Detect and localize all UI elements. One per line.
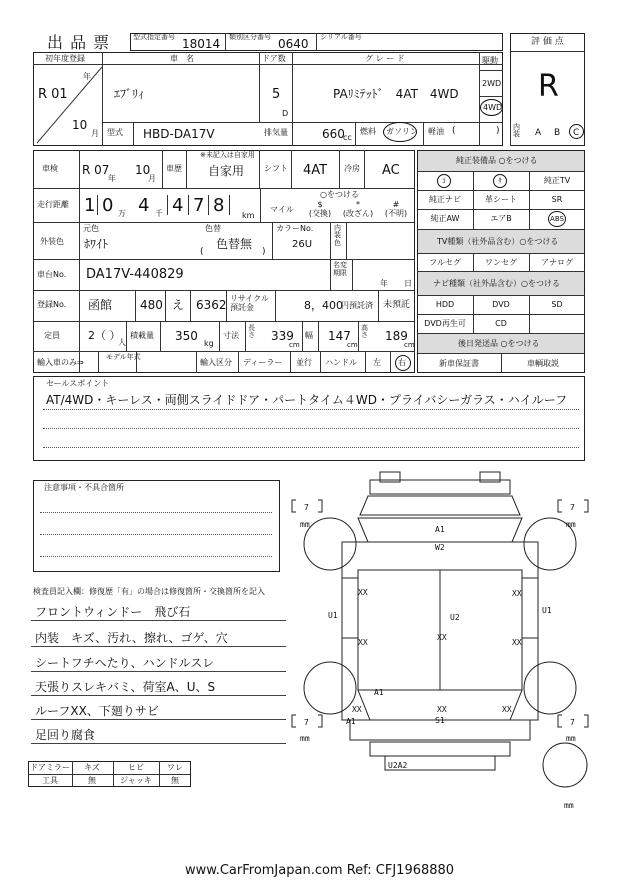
inspector-line-3: シートフチヘたり、ハンドルスレ <box>35 656 215 670</box>
genshoku-label: 元色 <box>83 224 99 233</box>
navi-item-4: DVD再生可 <box>424 319 466 328</box>
spare-mm: mm <box>564 801 574 810</box>
legend-h2: キズ <box>84 763 100 772</box>
parallel-option: 並行 <box>296 358 312 367</box>
mark-xx-rear-left: XX <box>352 705 362 714</box>
color-no-value: 26U <box>292 239 313 250</box>
height-label: 高さ <box>361 324 368 340</box>
std-equip-6: SR <box>551 195 563 204</box>
right-selected-circle <box>395 355 411 371</box>
drive-4wd: 4WD <box>483 103 503 112</box>
tyre-fl-mm: mm <box>300 520 310 529</box>
std-equip-8: エアB <box>490 214 512 223</box>
color-no-label: カラーNo. <box>276 224 314 233</box>
inspector-line-5: ルーフXX、下廻りサビ <box>35 704 159 718</box>
legend-h3: ヒビ <box>128 763 144 772</box>
std-equip-7: 純正AW <box>430 214 460 223</box>
inspection-year-unit: 年 <box>108 174 116 183</box>
month-unit: 月 <box>91 129 99 138</box>
reg-area: 函館 <box>88 298 113 312</box>
after-item-1: 新車保証書 <box>439 359 479 368</box>
doors-value: 5 <box>272 87 281 102</box>
legend-h1: ドアミラー <box>30 763 70 772</box>
score-value: R <box>538 69 559 104</box>
after-item-2: 車輌取説 <box>527 359 559 368</box>
drive-selected-circle <box>480 99 503 116</box>
drive-label: 駆動 <box>482 56 498 65</box>
door-suffix: D <box>282 109 289 118</box>
mile-option: マイル <box>270 205 294 214</box>
car-damage-diagram <box>290 470 600 820</box>
mark-u2-roof: U2 <box>450 613 460 622</box>
mark-u2a2: U2A2 <box>388 761 408 770</box>
mark-s1: S1 <box>435 716 445 725</box>
tyre-fl-depth: 7 <box>304 503 309 512</box>
tv-item-2: ワンセグ <box>485 258 517 267</box>
rear-bumper <box>370 742 510 756</box>
color-change-label: 色替 <box>205 224 221 233</box>
inspection-month-unit: 月 <box>148 174 156 183</box>
length-label: 長さ <box>248 324 255 340</box>
exchanged-option: $ (交換) <box>308 200 332 218</box>
name-change-year: 年 <box>380 279 388 288</box>
usage-label: 車歴 <box>166 164 182 173</box>
circle-note: ○をつける <box>320 190 359 199</box>
handle-label: ハンドル <box>325 358 357 367</box>
int-color-label: 内装色 <box>334 224 341 247</box>
name-change-label: 名変期限 <box>333 261 347 277</box>
mark-u1-right: U1 <box>542 606 552 615</box>
std-equip-2: ｻ <box>498 177 502 185</box>
tyre-rr-mm: mm <box>566 734 576 743</box>
import-type-label: 輸入区分 <box>200 358 232 367</box>
ac-value: AC <box>382 163 400 178</box>
mileage-digit-5: 7 <box>193 195 205 216</box>
ac-label: 冷房 <box>344 164 360 173</box>
class-no: 0640 <box>278 37 309 51</box>
recycle-value: 8，400 <box>304 299 343 312</box>
tv-title: TV種類（社外品含む）○をつける <box>437 237 559 246</box>
year-unit: 年 <box>83 72 91 81</box>
height-cm: cm <box>404 341 415 349</box>
shift-label: シフト <box>264 164 288 173</box>
mark-xx-3: XX <box>358 638 368 647</box>
fuel-value: ガソリン <box>386 127 418 136</box>
mark-xx-2: XX <box>512 589 522 598</box>
sen-unit: 千 <box>155 209 163 218</box>
altered-option: * (改ざん) <box>342 200 374 218</box>
class-no-label: 類別区分番号 <box>229 33 271 41</box>
capacity-unit: 人 <box>118 338 126 347</box>
hood-outline <box>360 496 520 515</box>
interior-selected-circle <box>569 124 584 139</box>
inspection-month: 10 <box>135 163 151 177</box>
shift-value: 4AT <box>303 163 328 178</box>
mileage-digit-3: 4 <box>138 195 150 216</box>
man-unit: 万 <box>118 209 126 218</box>
navi-item-5: CD <box>495 319 507 328</box>
tyre-rl-mm: mm <box>300 734 310 743</box>
type-no: 18014 <box>182 37 221 51</box>
dims-label: 寸法 <box>223 331 239 340</box>
score-label: 評 価 点 <box>531 37 564 47</box>
load-label: 積載量 <box>130 331 154 340</box>
rear-right-wheel <box>524 662 576 714</box>
tyre-fr-depth: 7 <box>570 503 575 512</box>
displacement-label: 排気量 <box>264 128 288 137</box>
navi-item-1: HDD <box>435 300 455 309</box>
sales-label: セールスポイント <box>46 379 110 388</box>
serial-label: シリアル番号 <box>320 33 362 41</box>
std-equip-3: 純正TV <box>543 176 571 185</box>
notes-label: 注意事項・不具合箇所 <box>44 483 124 492</box>
mileage-digit-6: 8 <box>213 195 225 216</box>
mark-windshield-a1: A1 <box>435 525 445 534</box>
usage-note: ※未記入は自家用 <box>200 151 255 159</box>
mark-xx-rear: XX <box>437 705 447 714</box>
reg-number: 6362 <box>196 298 227 312</box>
load-value: 350 <box>175 329 198 343</box>
recycle-label: リサイクル預託金 <box>230 294 269 312</box>
diesel-label: 軽油 <box>428 127 444 136</box>
capacity-label: 定員 <box>44 331 60 340</box>
length-cm: cm <box>289 341 300 349</box>
drive-2wd: 2WD <box>482 79 502 88</box>
capacity-value: 2（ ） <box>88 329 121 342</box>
import-label: 輸入車のみ⇒ <box>37 358 84 367</box>
doors-label: ドア数 <box>262 54 286 63</box>
usage-value: 自家用 <box>208 164 245 178</box>
mark-u1-left: U1 <box>328 611 338 620</box>
ext-color-value: ﾎﾜｲﾄ <box>84 237 109 251</box>
tyre-rr-depth: 7 <box>570 718 575 727</box>
legend-v4: 無 <box>171 776 179 785</box>
model-year-label: モデル年式 <box>106 353 141 361</box>
grade-value: PAﾘﾐﾃｯﾄﾞ 4AT 4WD <box>333 87 459 101</box>
inspector-line-2: 内装 キズ、汚れ、擦れ、ゴゲ、穴 <box>35 631 228 645</box>
unknown-option: # (不明) <box>384 200 408 218</box>
tyre-fr-mm: mm <box>566 520 576 529</box>
recycle-status: 未預託 <box>383 300 411 310</box>
car-name-label: 車 名 <box>170 54 194 63</box>
navi-item-2: DVD <box>492 300 510 309</box>
reg-label: 登録No. <box>37 300 67 309</box>
chassis-label: 車台No. <box>37 270 67 279</box>
front-left-wheel <box>304 518 356 570</box>
inspection-label: 車検 <box>42 164 58 173</box>
width-value: 147 <box>328 329 351 343</box>
chassis-value: DA17V-440829 <box>86 267 184 282</box>
std-equip-title: 純正装備品 ○をつける <box>456 156 538 165</box>
inspector-line-1: フロントウィンドー 飛び石 <box>35 605 191 619</box>
mileage-digit-2: 0 <box>102 195 114 216</box>
std-equip-4: 純正ナビ <box>429 195 461 204</box>
car-name: ｴﾌﾞﾘｨ <box>114 87 145 101</box>
navi-title: ナビ種類（社外品含む）○をつける <box>433 279 560 288</box>
first-reg-era: R 01 <box>38 87 68 102</box>
mileage-label: 走行距離 <box>37 200 69 209</box>
mileage-digit-1: 1 <box>84 195 96 216</box>
first-reg-label: 初年度登録 <box>45 54 85 63</box>
inspector-line-4: 天張りスレキバミ、荷室A、U、S <box>35 680 216 694</box>
abs-selected-circle <box>548 211 566 227</box>
std-equip-5: 革シート <box>485 195 517 204</box>
ext-color-label: 外装色 <box>40 237 64 246</box>
mileage-digit-4: 4 <box>172 195 184 216</box>
legend-h4: ワレ <box>167 763 183 772</box>
fuel-label: 燃料 <box>360 127 376 136</box>
tv-item-1: フルセグ <box>429 258 461 267</box>
legend-v2: 無 <box>88 776 96 785</box>
displacement-value: 660 <box>322 127 345 141</box>
tv-item-3: アナログ <box>541 258 573 267</box>
inspector-line-6: 足回り腐食 <box>35 728 96 742</box>
mark-windshield-w2: W2 <box>435 543 445 552</box>
std-equip-9: ABS <box>550 215 564 223</box>
std-equip-1: ｺ <box>442 177 446 185</box>
interior-grade-a: A <box>535 128 542 138</box>
inspector-label: 検査員記入欄：修復歴「有」の場合は修復箇所・交換箇所を記入 <box>33 587 265 596</box>
legend-v3: ジャッキ <box>120 776 152 785</box>
interior-grade-c: C <box>573 128 580 138</box>
left-option: 左 <box>373 358 381 367</box>
mark-xx-1: XX <box>358 588 368 597</box>
navi-item-3: SD <box>551 300 563 309</box>
interior-grade-b: B <box>554 128 561 138</box>
model-value: HBD-DA17V <box>143 127 215 141</box>
length-value: 339 <box>271 329 294 343</box>
mark-xx-roof: XX <box>437 633 447 642</box>
sales-text: AT/4WD・キーレス・両側スライドドア・パートタイム４WD・プライバシーガラス・ハイルーフ <box>46 393 568 407</box>
mark-xx-4: XX <box>512 638 522 647</box>
notes-box <box>33 480 280 572</box>
mark-a1-side: A1 <box>346 717 356 726</box>
tyre-rl-depth: 7 <box>304 718 309 727</box>
form-title: 出 品 票 <box>47 33 111 52</box>
width-label: 幅 <box>305 331 313 340</box>
after-title: 後日発送品 ○をつける <box>458 339 540 348</box>
name-change-day: 日 <box>404 279 412 288</box>
reg-class: 480 <box>140 298 163 312</box>
reg-kana: え <box>172 298 185 312</box>
grade-label: グ レ ー ド <box>365 54 405 63</box>
model-label: 型式 <box>107 128 123 137</box>
kg-unit: kg <box>204 339 214 348</box>
height-value: 189 <box>385 329 408 343</box>
interior-label: 内装 <box>513 123 520 138</box>
dealer-option: ディーラー <box>243 358 283 367</box>
right-option: 右 <box>398 358 406 367</box>
footer-ref: www.CarFromJapan.com Ref: CFJ1968880 <box>185 863 455 878</box>
legend-v1: 工具 <box>42 776 58 785</box>
sales-box <box>33 376 585 461</box>
km-unit: km <box>242 211 255 220</box>
rear-left-wheel <box>304 662 356 714</box>
first-reg-month: 10 <box>72 118 88 132</box>
mark-a1-rear: A1 <box>374 688 384 697</box>
spare-wheel <box>543 743 587 787</box>
recycle-unit: 円預託済 <box>341 301 373 310</box>
cc-unit: cc <box>343 133 352 142</box>
color-change-value: 色替無 <box>216 237 253 251</box>
fuel-selected-circle <box>383 122 417 142</box>
mark-xx-rear-right: XX <box>502 705 512 714</box>
type-no-label: 型式指定番号 <box>133 33 175 41</box>
inspection-era: R 07 <box>82 163 110 177</box>
width-cm: cm <box>347 341 358 349</box>
